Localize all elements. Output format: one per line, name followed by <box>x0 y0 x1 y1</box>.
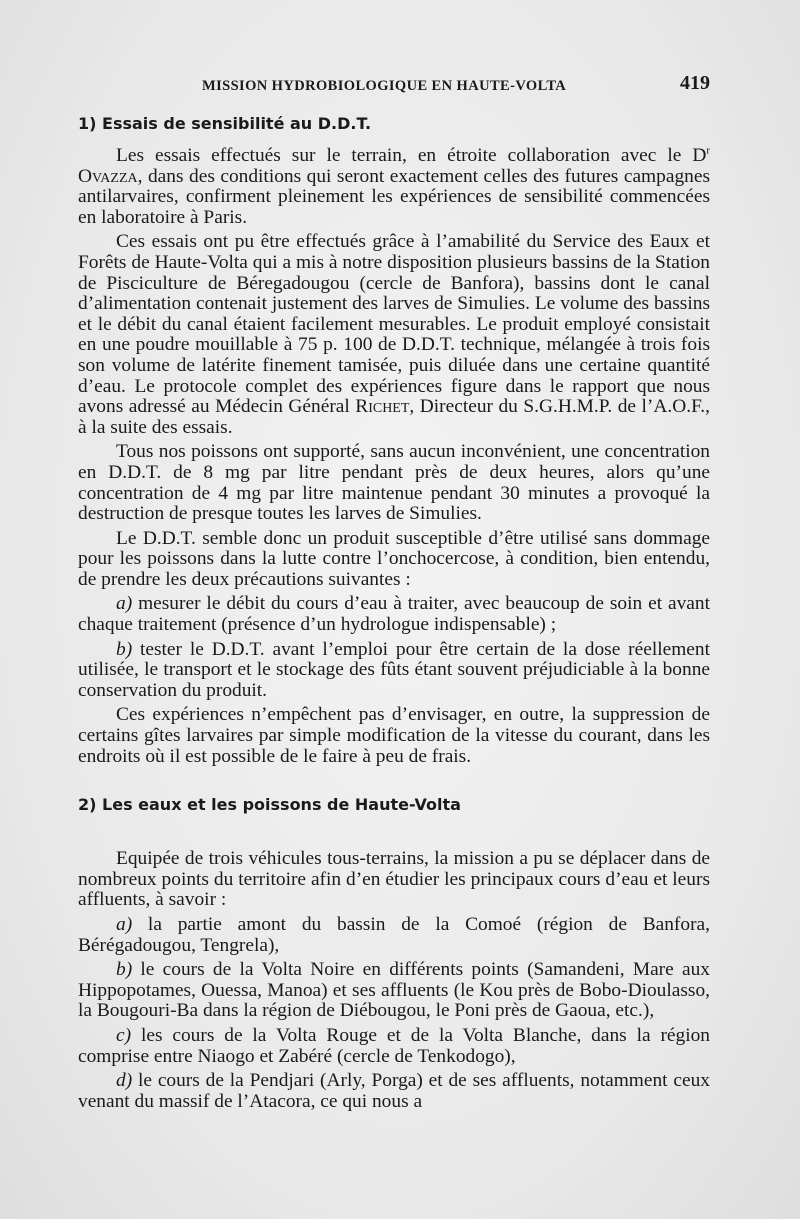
list-label: a) <box>116 593 133 615</box>
list-label: b) <box>116 959 133 981</box>
person-name: Richet <box>355 396 410 418</box>
list-item <box>78 640 710 702</box>
list-label: b) <box>116 638 133 660</box>
page-header <box>80 72 710 102</box>
spacer <box>78 767 710 793</box>
text-run: , Directeur du S.G.H.M.P. de l’A.O.F., à la suite des essais. <box>78 396 710 438</box>
text-run: mesurer le débit du cours d’eau à traiter, avec beaucoup de soin et avant chaque traitement (présence d’un hydrologue indispensable) ; <box>78 593 710 636</box>
list-label: d) <box>116 1070 133 1092</box>
text-run: la partie amont du bassin de la Comoé (région de Banfora, Bérégadougou, Tengrela), <box>78 914 710 956</box>
text-run: tester le D.D.T. avant l’emploi pour être certain de la dose réellement utilisée, le transport et le stockage des fûts étant souvent préjudiciable à la bonne conservation du produit. <box>78 638 710 701</box>
text-run: Ces essais ont pu être effectués grâce à l’amabilité du Service des Eaux et Forêts de Haute-Volta qui a mis à notre disposition plusieurs bassins de la Station de Pisciculture de Béregadougou (cercle de Banfora), bassins dont le canal d’alimentation contenait justement des larves de Simulies. Le volume des bassins et le débit du canal étaient facilement mesurables. Le produit employé consistait en une poudre mouillable à 75 p. 100 de D.D.T. technique, mélangée à trois fois son volume de latérite finement tamisée, puis diluée dans une certaine quantité d’eau. Le protocole complet des expériences figure dans le rapport que nous avons adressé au Médecin Général <box>78 231 710 418</box>
text-run: le cours de la Pendjari (Arly, Porga) et de ses affluents, notamment ceux venant du massif de l’Atacora, ce qui nous a <box>78 1070 710 1112</box>
person-name: Ovazza <box>78 165 138 187</box>
list-item <box>78 1071 710 1112</box>
text-run: Les essais effectués sur le terrain, en étroite collaboration avec le D <box>116 145 707 166</box>
paragraph: Equipée de trois véhicules tous-terrains, la mission a pu se déplacer dans de nombreux points du territoire afin d’en étudier les principaux cours d’eau et leurs affluents, à savoir : <box>78 848 710 911</box>
list-label: c) <box>116 1024 132 1046</box>
section-heading-ddt: 1) Essais de sensibilité au D.D.T. <box>78 114 372 133</box>
paragraph <box>78 146 710 228</box>
page-number: 419 <box>680 72 710 94</box>
list-item <box>78 1026 710 1067</box>
paragraph: Ces expériences n’empêchent pas d’envisager, en outre, la suppression de certains gîtes larvaires par simple modification de la vitesse du courant, dans les endroits où il est possible de le faire à peu de frais. <box>78 704 710 767</box>
text-run: les cours de la Volta Rouge et de la Volta Blanche, dans la région comprise entre Niaogo et Zabéré (cercle de Tenkodogo), <box>78 1024 710 1067</box>
superscript: r <box>706 144 710 157</box>
paragraph: Le D.D.T. semble donc un produit susceptible d’être utilisé sans dommage pour les poissons dans la lutte contre l’onchocercose, à condition, bien entendu, de prendre les deux précautions suivantes : <box>78 527 710 590</box>
list-item <box>78 594 710 635</box>
text-run: le cours de la Volta Noire en différents points (Samandeni, Mare aux Hippopotames, Ouessa, Manoa) et ses affluents (le Kou près de Bobo-Dioulasso, la Bougouri-Ba dans la région de Diébougou, le Poni près de Gaoua, etc.), <box>78 959 710 1022</box>
running-title: MISSION HYDROBIOLOGIQUE EN HAUTE-VOLTA <box>202 78 567 94</box>
list-item <box>78 915 710 956</box>
section-heading-waters: 2) Les eaux et les poissons de Haute-Volta <box>78 795 461 815</box>
spacer <box>78 827 710 849</box>
paragraph: Tous nos poissons ont supporté, sans aucun inconvénient, une concentration en D.D.T. de 8 mg par litre pendant près de deux heures, alors qu’une concentration de 4 mg par litre maintenue pendant 30 minutes a provoqué la destruction de presque toutes les larves de Simulies. <box>78 441 710 525</box>
page-content <box>78 112 710 1112</box>
list-item <box>78 960 710 1022</box>
paragraph <box>78 232 710 438</box>
list-label: a) <box>116 914 133 935</box>
text-run: , dans des conditions qui seront exactement celles des futures campagnes antilarvaires, confirment pleinement les expériences de sensibilité commencées en laboratoire à Paris. <box>78 165 710 228</box>
